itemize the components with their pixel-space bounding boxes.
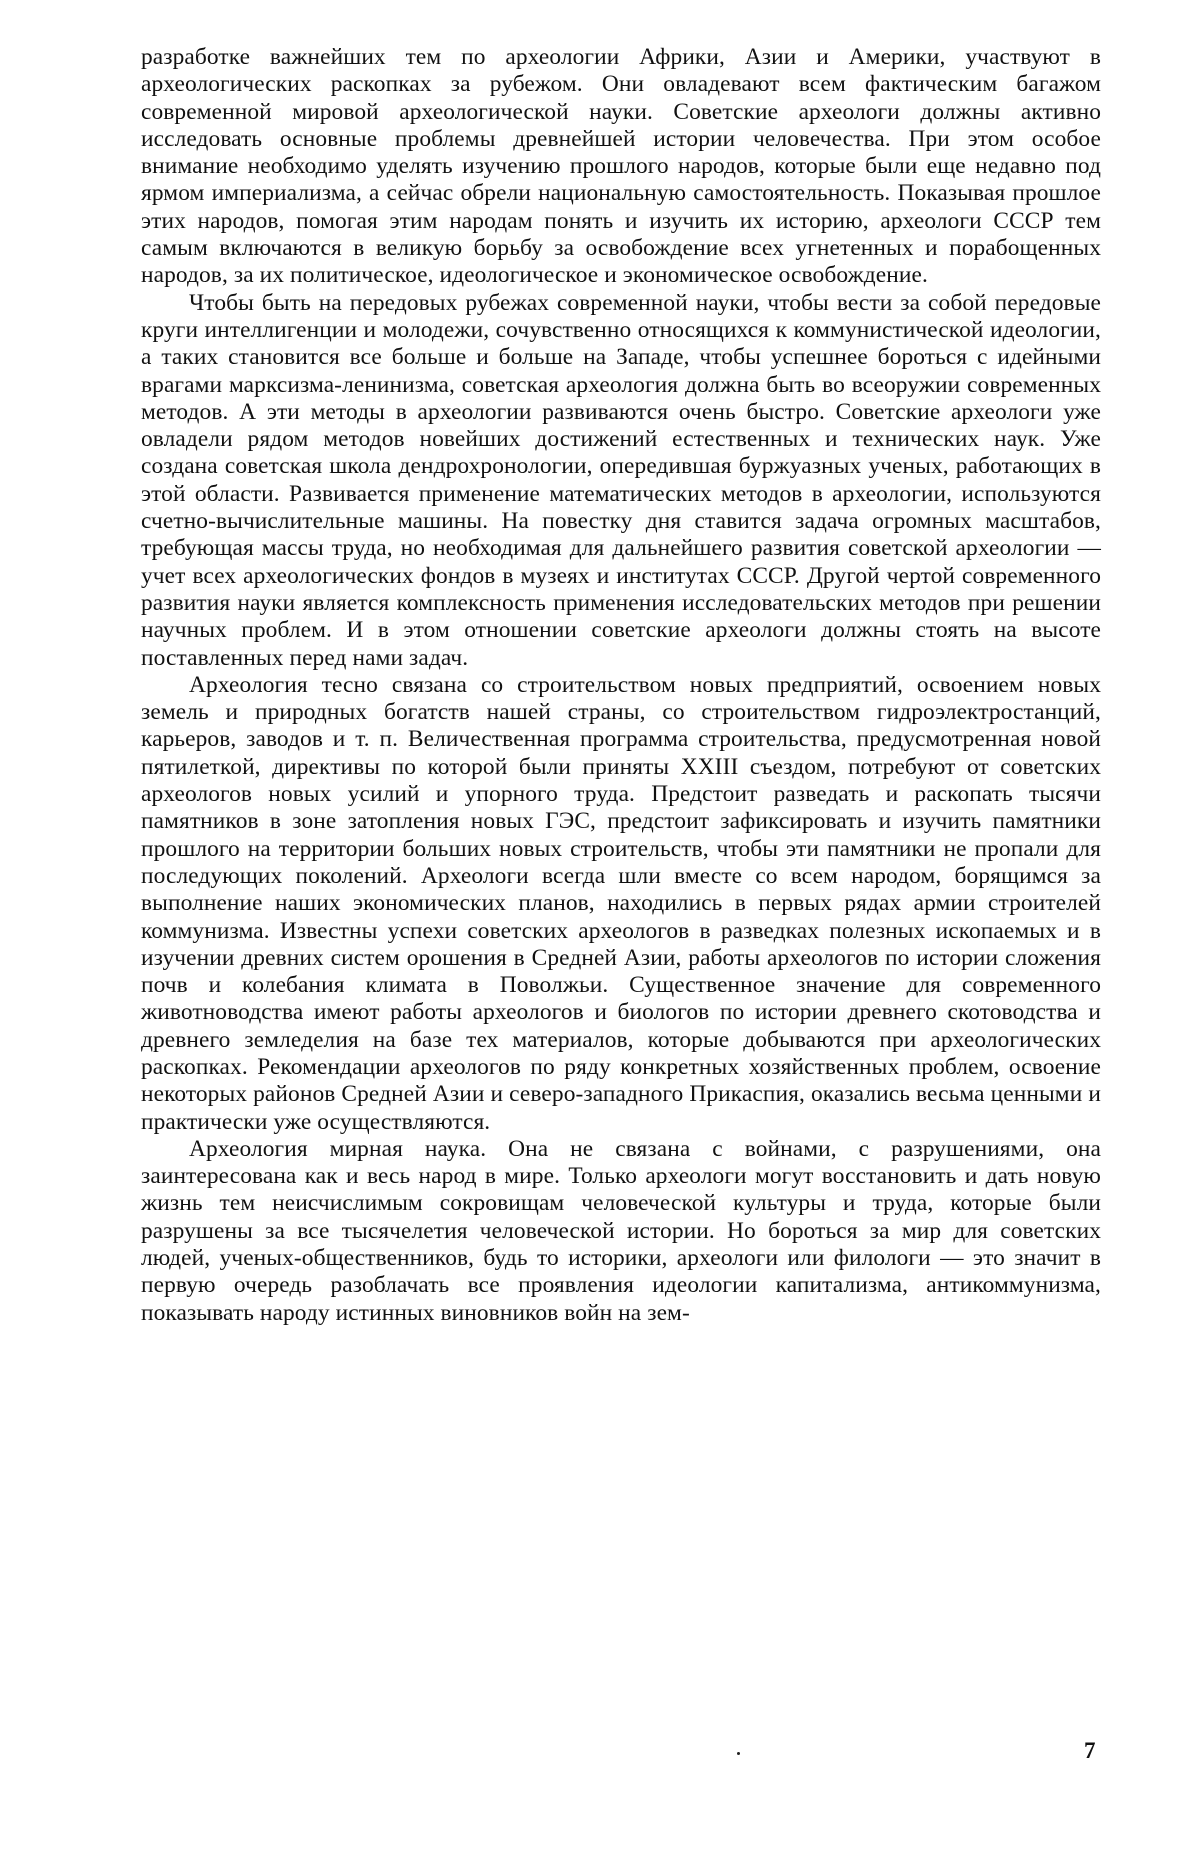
paragraph-2: Чтобы быть на передовых рубежах современной науки, чтобы вести за собой передовые круги интеллигенции и молодежи, сочувственно относящихся к коммунистической идеологии, а таких становится все больше и больше на Западе, чтобы успешнее бороться с идейными врагами марксизма-ленинизма, советская археология должна быть во всеоружии современных методов. А эти методы в археологии развиваются очень быстро. Советские археологи уже овладели рядом методов новейших достижений естественных и технических наук. Уже создана советская школа дендрохронологии, опередившая буржуазных ученых, работающих в этой области. Развивается применение математических методов в археологии, используются счетно-вычислительные машины. На повестку дня ставится задача огромных масштабов, требующая массы труда, но необходимая для дальнейшего развития советской археологии — учет всех археологических фондов в музеях и институтах СССР. Другой чертой современного развития науки является комплексность применения исследовательских методов при решении научных проблем. И в этом отношении советские археологи должны стоять на высоте поставленных перед нами задач. [141, 289, 1101, 671]
body-text [141, 44, 1101, 1327]
print-speck [737, 1752, 740, 1755]
paragraph-4: Археология мирная наука. Она не связана с войнами, с разрушениями, она заинтересована как и весь народ в мире. Только археологи могут восстановить и дать новую жизнь тем неисчислимым сокровищам человеческой культуры и труда, которые были разрушены за все тысячелетия человеческой истории. Но бороться за мир для советских людей, ученых-общественников, будь то историки, археологи или филологи — это значит в первую очередь разоблачать все проявления идеологии капитализма, антикоммунизма, показывать народу истинных виновников войн на зем- [141, 1135, 1101, 1326]
page-number: 7 [1084, 1738, 1096, 1763]
paragraph-3: Археология тесно связана со строительством новых предприятий, освоением новых земель и природных богатств нашей страны, со строительством гидроэлектростанций, карьеров, заводов и т. п. Величественная программа строительства, предусмотренная новой пятилеткой, директивы по которой были приняты XXIII съездом, потребуют от советских археологов новых усилий и упорного труда. Предстоит разведать и раскопать тысячи памятников в зоне затопления новых ГЭС, предстоит зафиксировать и изучить памятники прошлого на территории больших новых строительств, чтобы эти памятники не пропали для последующих поколений. Археологи всегда шли вместе со всем народом, борящимся за выполнение наших экономических планов, находились в первых рядах армии строителей коммунизма. Известны успехи советских археологов в разведках полезных ископаемых и в изучении древних систем орошения в Средней Азии, работы археологов по истории сложения почв и колебания климата в Поволжьи. Существенное значение для современного животноводства имеют работы археологов и биологов по истории древнего скотоводства и древнего земледелия на базе тех материалов, которые добываются при археологических раскопках. Рекомендации археологов по ряду конкретных хозяйственных проблем, освоение некоторых районов Средней Азии и северо-западного Прикаспия, оказались весьма ценными и практически уже осуществляются. [141, 671, 1101, 1135]
paragraph-1: разработке важнейших тем по археологии Африки, Азии и Америки, участвуют в археологических раскопках за рубежом. Они овладевают всем фактическим багажом современной мировой археологической науки. Советские археологи должны активно исследовать основные проблемы древнейшей истории человечества. При этом особое внимание необходимо уделять изучению прошлого народов, которые были еще недавно под ярмом империализма, а сейчас обрели национальную самостоятельность. Показывая прошлое этих народов, помогая этим народам понять и изучить их историю, археологи СССР тем самым включаются в великую борьбу за освобождение всех угнетенных и порабощенных народов, за их политическое, идеологическое и экономическое освобождение. [141, 44, 1101, 289]
document-page [141, 44, 1101, 1327]
